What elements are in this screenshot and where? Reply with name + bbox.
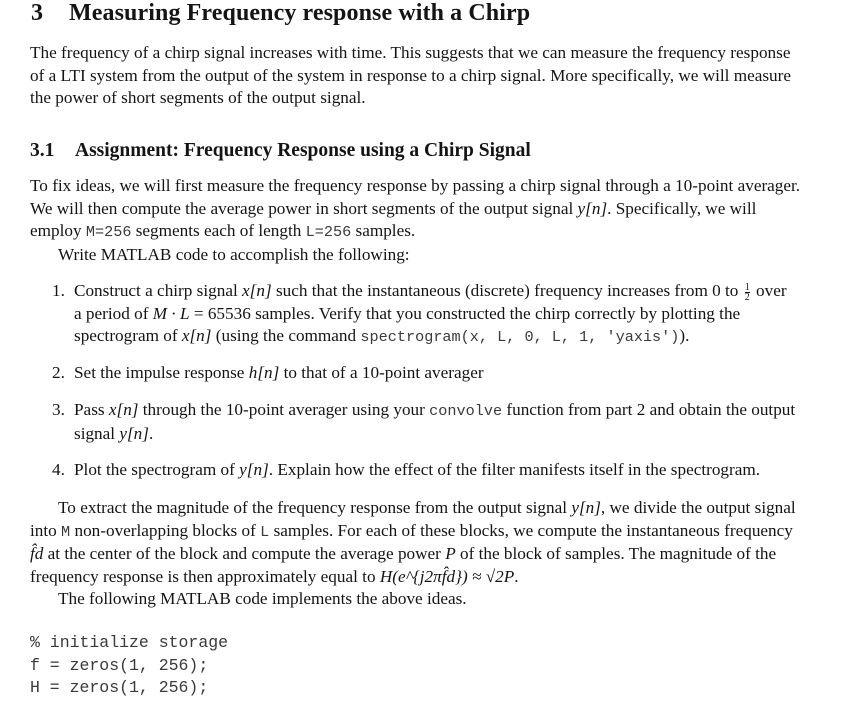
text-line: into M non-overlapping blocks of L samples. For each of these blocks, we compute the instantaneous frequency — [30, 520, 793, 541]
code-spectrogram: spectrogram(x, L, 0, L, 1, 'yaxis') — [360, 328, 680, 347]
text-line: f̂d at the center of the block and compute the average power P of the block of samples. The magnitude of the — [30, 544, 777, 564]
code-line: f = zeros(1, 256); — [30, 655, 209, 675]
list-item-body: Pass x[n] through the 10-point averager using your convolve function from part 2 and obtain the output signal y[n]. — [74, 400, 796, 443]
code-m: M — [61, 522, 71, 541]
list-item-body: Plot the spectrogram of y[n]. Explain how the effect of the filter manifests itself in the spectrogram. — [74, 460, 761, 479]
code-block — [30, 632, 228, 700]
code-m-eq: M=256 — [85, 223, 132, 242]
math-x-n: x[n] — [108, 400, 139, 419]
section-heading — [31, 0, 530, 27]
code-l: L — [260, 522, 270, 541]
math-freq-response: H(e^{j2πf̂d}) ≈ √2P — [379, 566, 515, 586]
code-line: % initialize storage — [30, 633, 229, 652]
section-number: 3 — [31, 0, 44, 26]
math-f-hat-d: f̂d — [30, 544, 44, 564]
text-line: We will then compute the average power in short segments of the output signal y[n]. Specifically, we will — [30, 198, 757, 218]
text-line: of a LTI system from the output of the system in response to a chirp signal. More specifically, we will measure — [30, 65, 791, 85]
list-marker: 4. — [52, 460, 65, 479]
math-x-n: x[n] — [242, 281, 272, 300]
assignment-paragraph — [30, 175, 834, 266]
subsection-title: Assignment: Frequency Response using a Chirp Signal — [75, 140, 531, 161]
text-line: frequency response is then approximately equal to H(e^{j2πf̂d}) ≈ √2P. — [30, 566, 519, 586]
text-line: employ M=256 segments each of length L=256 samples. — [30, 221, 416, 242]
text-line: The following MATLAB code implements the above ideas. — [58, 589, 467, 609]
math-m-dot-l: M · L — [152, 303, 190, 323]
list-item-body: Construct a chirp signal x[n] such that the instantaneous (discrete) frequency increases from 0 to $\frac{1}{2}$ over a period of M · L = 65536 samples. Verify that you constructed the chirp correctly by plotting the spectrogram of x[n] (using the command spectrogram(x, L, 0, L, 1, 'yaxis')). — [74, 281, 787, 347]
math-y-n: y[n] — [119, 423, 149, 443]
code-convolve: convolve — [429, 402, 503, 420]
code-l-eq: L=256 — [305, 223, 352, 242]
list-marker: 1. — [52, 281, 65, 300]
text-line: To extract the magnitude of the frequency response from the output signal y[n], we divide the output signal — [58, 498, 796, 517]
math-x-n: x[n] — [181, 326, 212, 346]
math-y-n: y[n] — [577, 198, 608, 218]
math-y-n: y[n] — [571, 498, 601, 517]
list-marker: 3. — [52, 400, 65, 419]
text-line: The frequency of a chirp signal increases with time. This suggests that we can measure the frequency response — [30, 43, 791, 62]
intro-paragraph — [30, 42, 834, 110]
text-line: Write MATLAB code to accomplish the following: — [58, 244, 410, 264]
list-item-body: Set the impulse response h[n] to that of a 10-point averager — [74, 363, 484, 382]
math-p: P — [445, 544, 456, 564]
section-title: Measuring Frequency response with a Chirp — [69, 0, 531, 26]
text-line: To fix ideas, we will first measure the frequency response by passing a chirp signal through a 10-point averager. — [30, 176, 801, 195]
code-line: H = zeros(1, 256); — [30, 678, 209, 697]
math-fraction-half: $\frac{1}{2}$ — [744, 281, 750, 303]
list-marker: 2. — [52, 363, 65, 382]
text-line: the power of short segments of the output signal. — [30, 88, 366, 108]
subsection-number: 3.1 — [30, 140, 55, 161]
math-h-n: h[n] — [248, 363, 280, 382]
math-y-n: y[n] — [239, 460, 269, 479]
extract-paragraph — [30, 497, 834, 611]
subsection-heading — [30, 140, 531, 162]
